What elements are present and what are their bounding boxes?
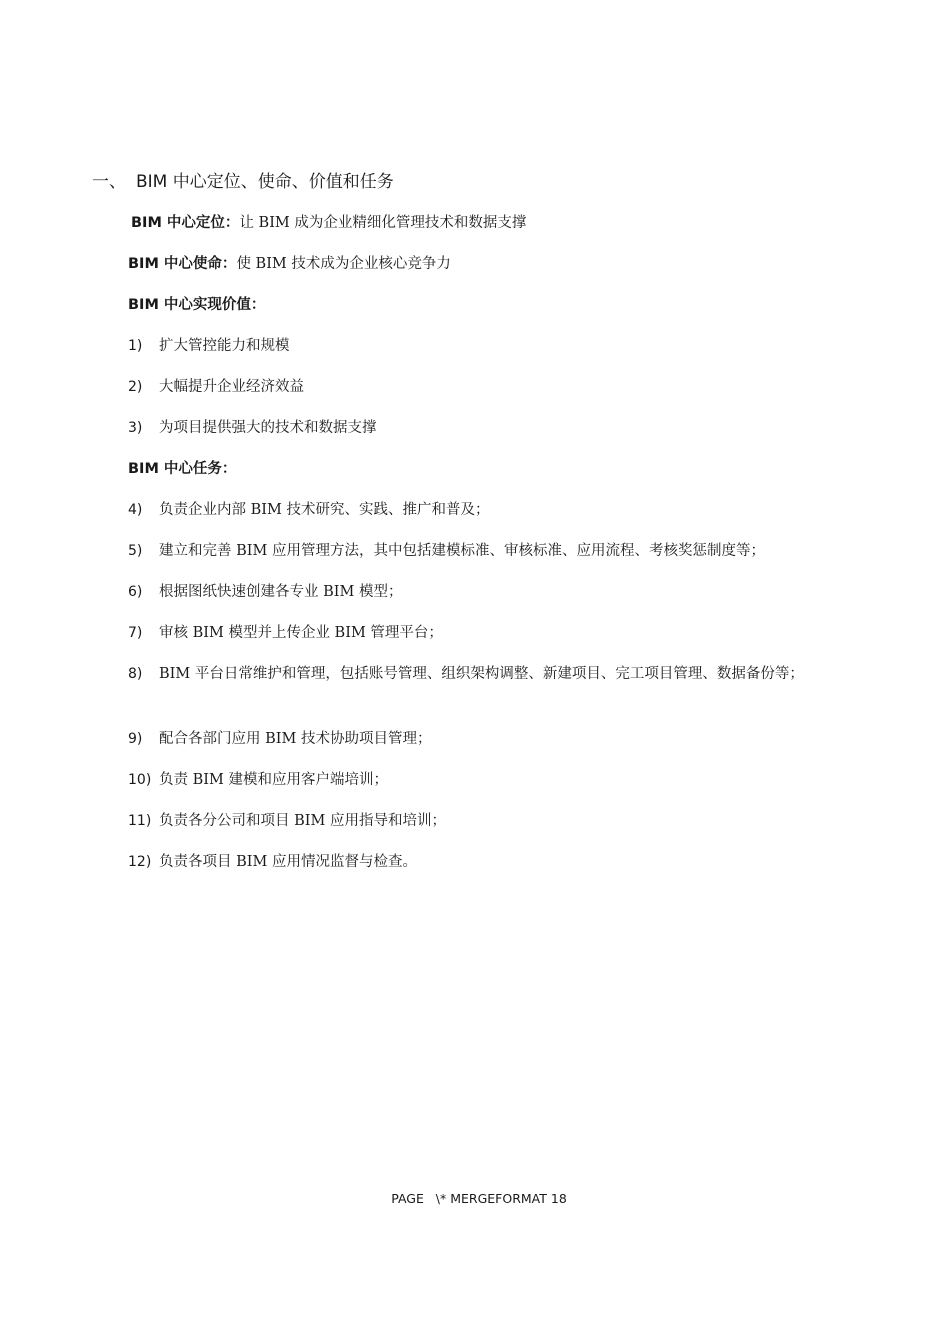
list-number: 5) [128,543,143,559]
list-number: 11) [128,813,152,829]
list-item [128,375,868,400]
list-text: 负责企业内部 BIM 技术研究、实践、推广和普及； [159,502,490,518]
list-text: 建立和完善 BIM 应用管理方法，其中包括建模标准、审核标准、应用流程、考核奖惩制度等； [159,543,765,559]
list-text: 扩大管控能力和规模 [159,338,290,354]
list-item [128,580,868,605]
list-number: 3) [128,420,143,436]
list-item [128,539,868,564]
list-text: BIM 平台日常维护和管理，包括账号管理、组织架构调整、新建项目、完工项目管理、数据备份等； [159,666,804,682]
list-text: 负责 BIM 建模和应用客户端培训； [159,772,388,788]
list-text: 负责各项目 BIM 应用情况监督与检查。 [159,854,417,870]
list-text: 负责各分公司和项目 BIM 应用指导和培训； [159,813,446,829]
list-item [128,727,868,752]
list-item [128,498,868,523]
value-title: BIM 中心实现价值： [128,297,266,313]
list-number: 6) [128,584,143,600]
list-number: 10) [128,772,152,788]
list-item [128,662,863,687]
mission-line [128,253,451,275]
positioning-value: 让 BIM 成为企业精细化管理技术和数据支撑 [239,215,527,231]
list-number: 12) [128,854,152,870]
list-text: 为项目提供强大的技术和数据支撑 [159,420,377,436]
page-footer: PAGE \* MERGEFORMAT 18 [391,1191,567,1206]
section-heading [92,170,394,194]
list-number: 1) [128,338,143,354]
list-item [128,768,868,793]
list-item [128,809,868,834]
list-number: 8) [128,666,143,682]
list-number: 9) [128,731,143,747]
mission-value: 使 BIM 技术成为企业核心竞争力 [236,256,451,272]
list-item [128,334,868,359]
list-text: 根据图纸快速创建各专业 BIM 模型； [159,584,403,600]
list-number: 2) [128,379,143,395]
list-number: 7) [128,625,143,641]
list-number: 4) [128,502,143,518]
section-title: BIM 中心定位、使命、价值和任务 [136,172,394,192]
list-text: 审核 BIM 模型并上传企业 BIM 管理平台； [159,625,443,641]
list-text: 配合各部门应用 BIM 技术协助项目管理； [159,731,432,747]
positioning-label: BIM 中心定位： [131,215,240,231]
tasks-title: BIM 中心任务： [128,461,237,477]
positioning-line [131,212,526,234]
section-number: 一、 [92,172,126,192]
list-item [128,621,868,646]
list-text: 大幅提升企业经济效益 [159,379,304,395]
mission-label: BIM 中心使命： [128,256,237,272]
list-item [128,416,868,441]
list-item [128,850,868,875]
